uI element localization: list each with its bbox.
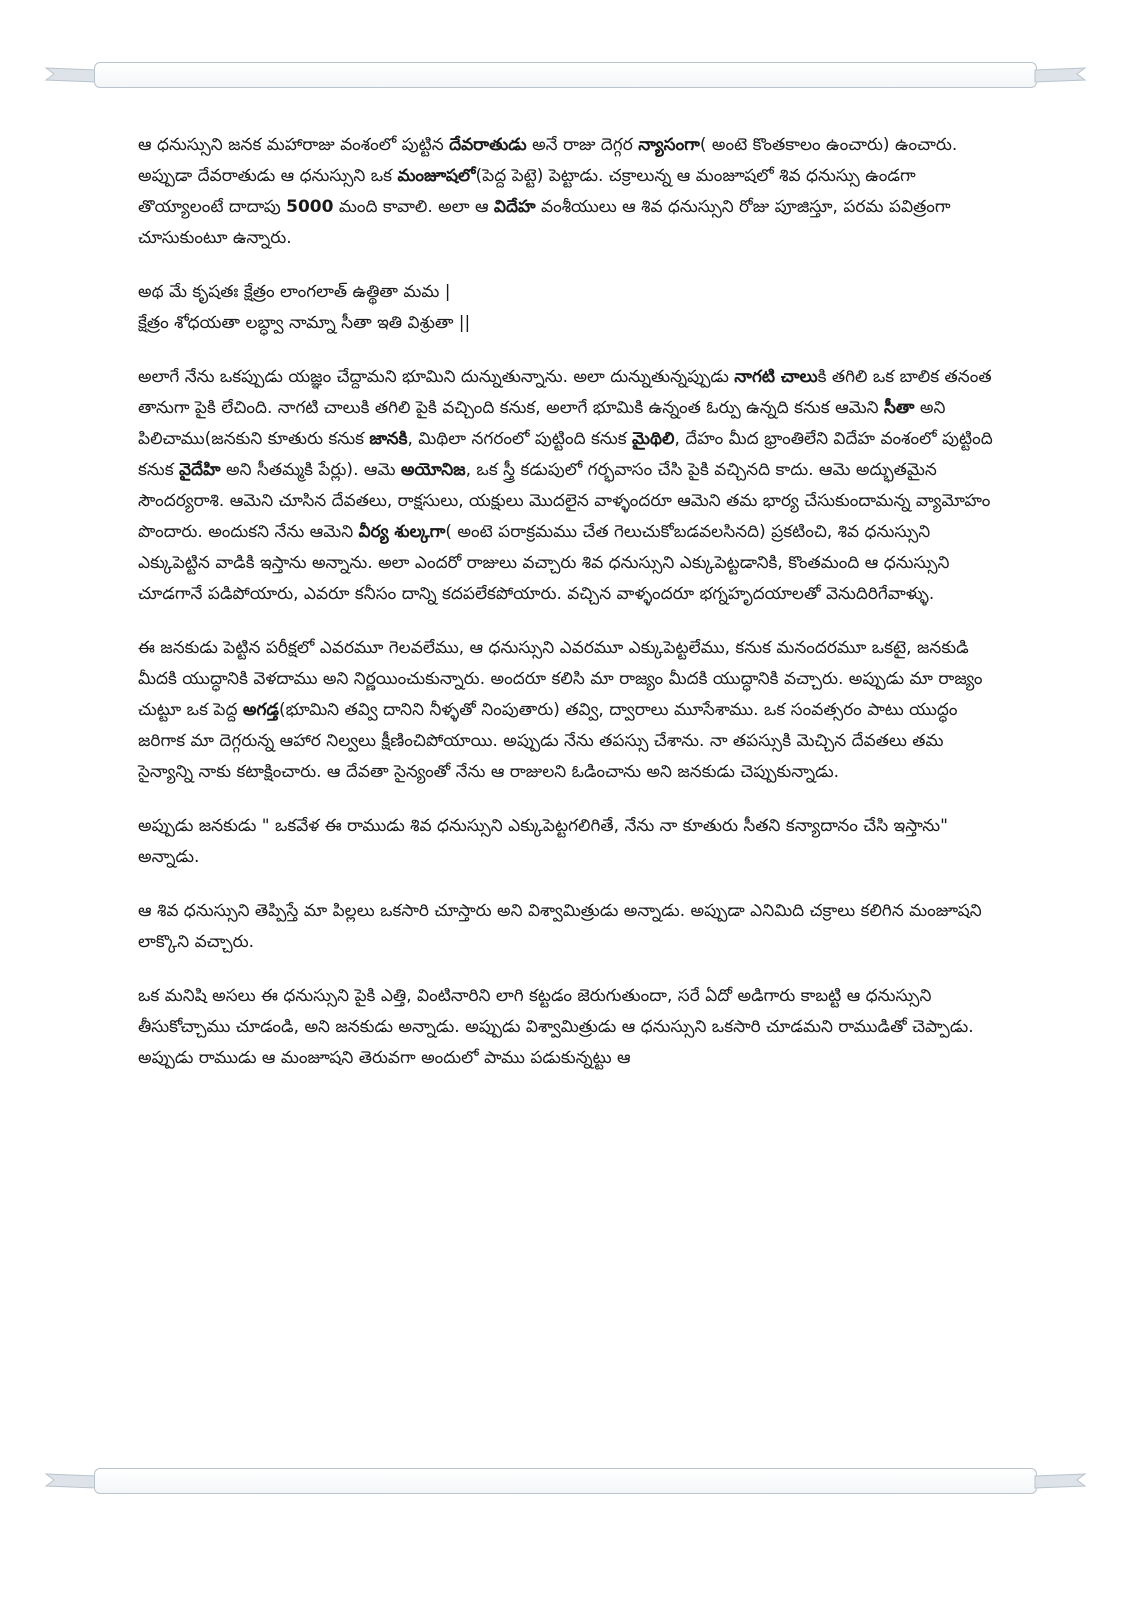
bold-term: విదేహ xyxy=(493,197,536,217)
footer-scroll-border xyxy=(44,1462,1087,1502)
ribbon-curl-right-icon xyxy=(1027,1470,1087,1492)
header-scroll-border xyxy=(44,56,1087,96)
bold-term: న్యాసంగా xyxy=(638,135,700,155)
text-segment: అని పిలిచాము(జనకుని కూతురు కనుక xyxy=(138,398,946,449)
bold-term: 5000 xyxy=(286,197,334,217)
text-segment: అప్పుడు జనకుడు " ఒకవేళ ఈ రాముడు శివ ధనుస్సుని ఎక్కుపెట్టగలిగితే, నేను నా కూతురు సీతని కన్యాదానం చేసి ఇస్తాను" అన్నాడు. xyxy=(138,816,948,867)
text-segment: అలాగే నేను ఒకప్పుడు యజ్ఞం చేద్దామని భూమిని దున్నుతున్నాను. అలా దున్నుతున్నప్పుడు xyxy=(138,367,735,387)
text-segment: ఒక మనిషి అసలు ఈ ధనుస్సుని పైకి ఎత్తి, వింటినారిని లాగి కట్టడం జెరుగుతుందా, సరే ఏదో అడిగారు కాబట్టి ఆ ధనుస్సుని తీసుకోచ్చాము చూడండి, అని జనకుడు అన్నాడు. అప్పుడు విశ్వామిత్రుడు ఆ ధనుస్సుని ఒకసారి చూడమని రాముడితో చెప్పాడు. అప్పుడు రాముడు ఆ మంజూషని తెరువగా అందులో పాము పడుకున్నట్టు ఆ xyxy=(138,986,974,1068)
text-segment: ( అంటె పరాక్రమము చేత గెలుచుకోబడవలసినది) ప్రకటించి, శివ ధనుస్సుని ఎక్కుపెట్టిన వాడికి ఇస్తాను అన్నాను. అలా ఎందరో రాజులు వచ్చారు శివ ధనుస్సుని ఎక్కుపెట్టడానికి, కొంతమంది ఆ ధనుస్సుని చూడగానే పడిపోయారు, ఎవరూ కనీసం దాన్ని కదపలేకపోయారు. వచ్చిన వాళ్ళందరూ భగ్నహృదయాలతో వెనుదిరిగేవాళ్ళు. xyxy=(138,522,950,604)
verse-line-2: క్షేత్రం శోధయతా లబ్ధ్వా నామ్నా సీతా ఇతి విశ్రుతా || xyxy=(138,313,471,333)
ribbon-curl-right-icon xyxy=(1027,64,1087,86)
bold-term: మైథిలి xyxy=(632,429,675,449)
text-segment: (భూమిని తవ్వి దానిని నీళ్ళతో నింపుతారు) తవ్వి, ద్వారాలు మూసేశాము. ఒక సంవత్సరం పాటు యుద్ధం జరిగాక మా దెగ్గరున్న ఆహార నిల్వలు క్షీణించిపోయాయి. అప్పుడు నేను తపస్సు చేశాను. నా తపస్సుకి మెచ్చిన దేవతలు తమ సైన్యాన్ని నాకు కటాక్షించారు. ఆ దేవతా సైన్యంతో నేను ఆ రాజులని ఓడించాను అని జనకుడు చెప్పుకున్నాడు. xyxy=(138,700,958,782)
bold-term: అయోనిజ xyxy=(400,460,466,480)
paragraph-4 xyxy=(138,811,996,873)
sanskrit-verse xyxy=(138,277,996,339)
bold-term: నాగటి చాలు xyxy=(734,367,818,387)
verse-line-1: అథ మే కృషతః క్షేత్రం లాంగలాత్ ఉత్థితా మమ | xyxy=(138,282,451,302)
bold-term: సీతా xyxy=(883,398,915,418)
text-segment: ఆ శివ ధనుస్సుని తెప్పిస్తే మా పిల్లలు ఒకసారి చూస్తారు అని విశ్వామిత్రుడు అన్నాడు. అప్పుడా ఎనిమిది చక్రాలు కలిగిన మంజూషని లాక్కొని వచ్చారు. xyxy=(138,901,982,952)
text-segment: వంశీయులు ఆ శివ ధనుస్సుని రోజు పూజిస్తూ, పరమ పవిత్రంగా చూసుకుంటూ ఉన్నారు. xyxy=(138,197,951,248)
bold-term: మంజూషలో xyxy=(397,166,476,186)
text-segment: కి తగిలి ఒక బాలిక తనంత తానుగా పైకి లేచింది. నాగటి చాలుకి తగిలి పైకి వచ్చింది కనుక, అలాగే భూమికి ఉన్నంత ఓర్పు ఉన్నది కనుక ఆమెని xyxy=(138,367,992,418)
text-segment: ( అంటె కొంతకాలం ఉంచారు) ఉంచారు. అప్పుడా దేవరాతుడు ఆ ధనుస్సుని ఒక xyxy=(138,135,958,186)
text-segment: ఆ ధనుస్సుని జనక మహారాజు వంశంలో పుట్టిన xyxy=(138,135,450,155)
text-segment: మంది కావాలి. అలా ఆ xyxy=(333,197,494,217)
text-segment: ఈ జనకుడు పెట్టిన పరీక్షలో ఎవరమూ గెలవలేము, ఆ ధనుస్సుని ఎవరమూ ఎక్కుపెట్టలేము, కనుక మనందరమూ ఒకటై, జనకుడి మీదకి యుద్ధానికి వెళదాము అని నిర్ణయించుకున్నారు. అందరూ కలిసి మా రాజ్యం మీదకి యుద్ధానికి వచ్చారు. అప్పుడు మా రాజ్యం చుట్టూ ఒక పెద్ద xyxy=(138,638,983,720)
bold-term: జానకి xyxy=(369,429,408,449)
paragraph-2 xyxy=(138,362,996,610)
bold-term: వైదేహి xyxy=(178,460,221,480)
paragraph-5 xyxy=(138,896,996,958)
text-segment: అని సీతమ్మకి పేర్లు). ఆమె xyxy=(220,460,401,480)
text-segment: (పెద్ద పెట్టె) పెట్టాడు. చక్రాలున్న ఆ మంజూషలో శివ ధనుస్సు ఉండగా తొయ్యాలంటే దాదాపు xyxy=(138,166,916,217)
page-content xyxy=(138,130,996,1097)
header-scroll-bar xyxy=(94,62,1037,88)
paragraph-6 xyxy=(138,981,996,1074)
bold-term: దేవరాతుడు xyxy=(449,135,527,155)
text-segment: అనే రాజు దెగ్గర xyxy=(526,135,639,155)
bold-term: వీర్య శుల్కగా xyxy=(358,522,446,542)
text-segment: , ఒక స్త్రీ కడుపులో గర్భవాసం చేసి పైకి వచ్చినది కాదు. ఆమె అద్భుతమైన సౌందర్యరాశి. ఆమెని చూసిన దేవతలు, రాక్షసులు, యక్షులు మొదలైన వాళ్ళందరూ ఆమెని తమ భార్య చేసుకుందామన్న వ్యామోహం పొందారు. అందుకని నేను ఆమెని xyxy=(138,460,991,542)
paragraph-3 xyxy=(138,633,996,788)
paragraph-1 xyxy=(138,130,996,254)
footer-scroll-bar xyxy=(94,1468,1037,1494)
text-segment: , మిథిలా నగరంలో పుట్టింది కనుక xyxy=(407,429,633,449)
bold-term: అగడ్త xyxy=(242,700,279,720)
text-segment: , దేహం మీద భ్రాంతిలేని విదేహ వంశంలో పుట్టింది కనుక xyxy=(138,429,993,480)
